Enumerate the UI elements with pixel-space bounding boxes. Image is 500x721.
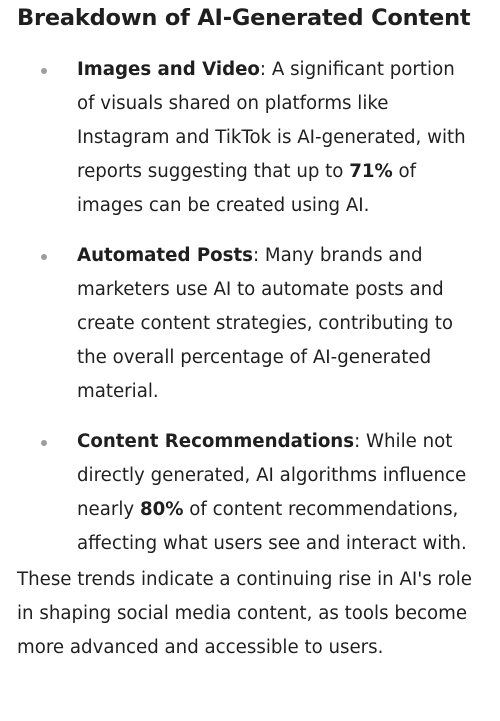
bullet-text: Many brands and marketers use AI to automate posts and create content strategies, contributing to the overall percentage of AI-generated material. xyxy=(77,245,453,402)
list-item xyxy=(17,53,477,223)
bullet-text: A significant portion of visuals shared on platforms like Instagram and TikTok is AI-generated, with reports suggesting that up to xyxy=(77,59,466,182)
bullet-dot-icon xyxy=(41,440,47,446)
closing-paragraph: These trends indicate a continuing rise in AI's role in shaping social media content, as tools become more advanced and accessible to users. xyxy=(17,569,472,658)
bullet-list xyxy=(17,53,500,561)
bullet-highlight: 71% xyxy=(349,161,393,182)
bullet-highlight: 80% xyxy=(139,499,184,520)
bullet-separator: : xyxy=(354,431,361,452)
bullet-separator: : xyxy=(259,59,267,80)
section-heading: Breakdown of AI-Generated Content xyxy=(17,5,471,31)
bullet-text: While not directly generated, AI algorithms influence nearly xyxy=(77,431,467,520)
bullet-dot-icon xyxy=(41,68,47,74)
bullet-dot-icon xyxy=(41,254,47,260)
bullet-text-continued: of images can be created using AI. xyxy=(77,161,417,216)
bullet-title: Images and Video xyxy=(77,59,260,80)
bullet-text-continued: of content recommendations, affecting what users see and interact with. xyxy=(77,499,467,554)
list-item xyxy=(17,425,477,561)
bullet-title: Automated Posts xyxy=(77,245,253,266)
bullet-title: Content Recommendations xyxy=(77,431,355,452)
bullet-separator: : xyxy=(253,245,260,266)
list-item xyxy=(17,239,477,409)
